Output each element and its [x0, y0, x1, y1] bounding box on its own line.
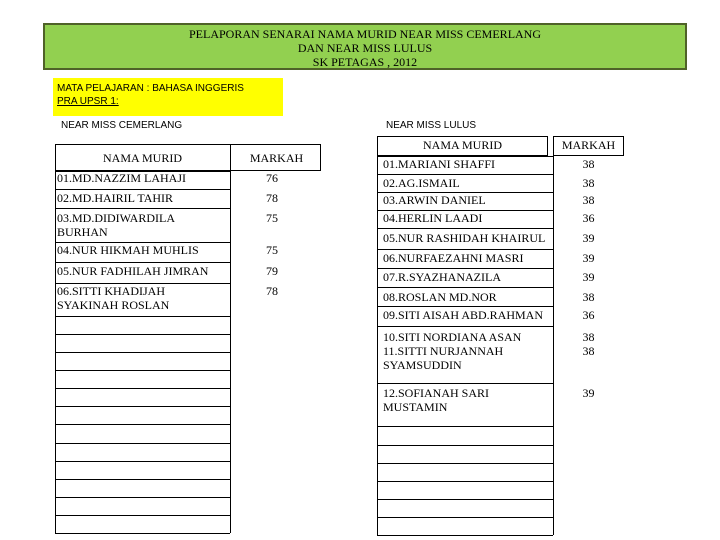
right-row-9-mark: 36 [582, 308, 595, 322]
right-row-5-name: 05.NUR RASHIDAH KHAIRUL [383, 231, 546, 245]
right-row-8-mark: 38 [582, 290, 595, 304]
title-line-3: SK PETAGAS , 2012 [312, 55, 418, 69]
left-row-line-14 [55, 443, 230, 444]
left-row-line-3 [55, 208, 230, 209]
right-row-line-16 [377, 499, 553, 500]
left-row-line-6 [55, 283, 230, 284]
left-name-column-right-line [230, 171, 231, 533]
right-name-column-right-line [553, 156, 554, 535]
right-row-4-mark: 36 [582, 211, 595, 225]
left-row-line-7 [55, 316, 230, 317]
subject-line: MATA PELAJARAN : BAHASA INGGERIS [57, 83, 244, 94]
right-row-6-mark: 39 [582, 251, 595, 265]
left-row-line-19 [55, 533, 230, 534]
right-row-line-6 [377, 249, 553, 250]
left-header-mark: MARKAH [249, 151, 304, 165]
exam-line: PRA UPSR 1: [57, 96, 119, 107]
right-row-line-12 [377, 426, 553, 427]
left-row-line-15 [55, 461, 230, 462]
right-row-line-14 [377, 463, 553, 464]
left-row-3-mark: 75 [266, 211, 278, 225]
right-row-line-1 [377, 156, 553, 157]
left-header-divider [230, 144, 231, 171]
left-row-line-4 [55, 242, 230, 243]
left-row-line-2 [55, 189, 230, 190]
right-row-line-18 [377, 535, 553, 536]
left-row-1-name: 01.MD.NAZZIM LAHAJI [57, 171, 186, 185]
right-row-9-name: 09.SITI AISAH ABD.RAHMAN [383, 308, 544, 322]
left-row-line-12 [55, 406, 230, 407]
right-row-2-name: 02.AG.ISMAIL [383, 176, 460, 190]
left-row-line-1 [55, 171, 230, 172]
left-row-2-mark: 78 [266, 191, 278, 205]
right-row-5-mark: 39 [582, 231, 595, 245]
right-row-line-11 [377, 383, 553, 384]
right-row-line-17 [377, 517, 553, 518]
left-row-line-11 [55, 388, 230, 389]
right-row-line-13 [377, 445, 553, 446]
right-section-label: NEAR MISS LULUS [386, 120, 477, 131]
left-section-label: NEAR MISS CEMERLANG [61, 120, 183, 131]
left-row-5-mark: 79 [266, 264, 278, 278]
left-row-line-13 [55, 424, 230, 425]
left-row-line-18 [55, 515, 230, 516]
left-row-line-5 [55, 262, 230, 263]
left-row-line-16 [55, 479, 230, 480]
left-header-name: NAMA MURID [102, 151, 182, 165]
right-row-6-name: 06.NURFAEZAHNI MASRI [383, 251, 524, 265]
right-row-7-mark: 39 [582, 270, 595, 284]
right-row-line-15 [377, 481, 553, 482]
right-row-line-4 [377, 210, 553, 211]
left-row-3-name: 03.MD.DIDIWARDILA BURHAN [57, 211, 175, 239]
right-row-10-mark: 38 [582, 330, 595, 344]
left-row-line-10 [55, 370, 230, 371]
report-title-banner [43, 23, 687, 70]
left-row-2-name: 02.MD.HAIRIL TAHIR [57, 191, 174, 205]
right-header-name: NAMA MURID [422, 138, 502, 152]
left-row-line-17 [55, 497, 230, 498]
right-row-line-10 [377, 326, 553, 327]
right-row-1-name: 01.MARIANI SHAFFI [383, 157, 496, 171]
left-row-line-8 [55, 334, 230, 335]
right-row-12-name: 12.SOFIANAH SARI MUSTAMIN [383, 386, 490, 414]
right-outer-left-line [377, 156, 378, 535]
right-row-3-name: 03.ARWIN DANIEL [383, 193, 486, 207]
left-row-6-mark: 78 [266, 284, 278, 298]
left-row-4-name: 04.NUR HIKMAH MUHLIS [57, 243, 199, 257]
right-row-2-mark: 38 [582, 176, 595, 190]
left-row-5-name: 05.NUR FADHILAH JIMRAN [57, 264, 209, 278]
left-row-line-9 [55, 352, 230, 353]
right-row-1-mark: 38 [582, 157, 595, 171]
right-row-3-mark: 38 [582, 193, 595, 207]
right-row-line-5 [377, 228, 553, 229]
left-row-1-mark: 76 [266, 171, 278, 185]
right-row-8-name: 08.ROSLAN MD.NOR [383, 290, 497, 304]
left-row-6-name: 06.SITTI KHADIJAH SYAKINAH ROSLAN [57, 284, 170, 312]
right-row-12-mark: 39 [582, 386, 595, 400]
right-row-line-7 [377, 268, 553, 269]
right-row-7-name: 07.R.SYAZHANAZILA [383, 270, 501, 284]
right-row-10-name: 10.SITI NORDIANA ASAN [383, 330, 522, 344]
right-row-line-3 [377, 192, 553, 193]
subject-box [53, 78, 283, 116]
title-line-2: DAN NEAR MISS LULUS [297, 41, 433, 55]
right-row-11-mark: 38 [582, 344, 595, 358]
right-row-line-8 [377, 287, 553, 288]
right-row-4-name: 04.HERLIN LAADI [383, 211, 483, 225]
right-row-11-name: 11.SITTI NURJANNAH SYAMSUDDIN [383, 344, 504, 372]
right-row-line-2 [377, 174, 553, 175]
left-outer-left-line [55, 171, 56, 533]
left-row-4-mark: 75 [266, 243, 278, 257]
right-header-mark: MARKAH [561, 138, 616, 152]
title-line-1: PELAPORAN SENARAI NAMA MURID NEAR MISS CEMERLANG [188, 27, 542, 41]
right-row-line-9 [377, 306, 553, 307]
